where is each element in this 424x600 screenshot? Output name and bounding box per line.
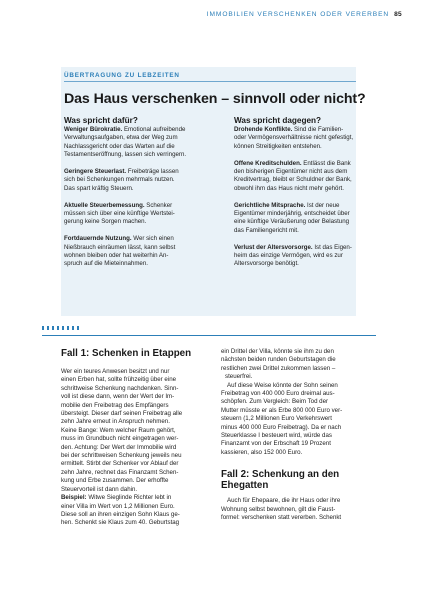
text-line: oder Vermögensverhältnisse nicht gefestigt, [234, 134, 354, 142]
text-line: voll ist diese dann, wenn der Wert der Im- [61, 393, 175, 401]
text-line: einen Erben hat, sollte frühzeitig über eine [61, 376, 177, 384]
heading-line: Fall 2: Schenkung an den [221, 469, 340, 481]
pro-paragraph [64, 168, 206, 193]
case1-heading: Fall 1: Schenken in Etappen [61, 348, 192, 359]
divider-tick [72, 326, 74, 330]
text-line: hen. Schenkt sie Klaus zum 40. Geburtstag [61, 519, 180, 527]
text-line: Wer sich einen [131, 235, 174, 243]
con-heading: Was spricht dagegen? [234, 116, 322, 125]
text-line: einer Villa im Wert von 1,2 Millionen Euro. [61, 502, 175, 510]
con-paragraph [234, 244, 376, 269]
divider-ticks [42, 326, 376, 330]
article-right-column [221, 348, 371, 523]
text-line: muss im Grundbuch nicht eingetragen wer- [61, 435, 179, 443]
spacer [221, 457, 371, 469]
con-paragraph [234, 160, 376, 194]
con-column [234, 116, 376, 277]
text-line: gerung keine Sorgen machen. [64, 218, 147, 226]
text-line: Ist das Eigen- [312, 243, 352, 251]
divider-tick [62, 326, 64, 330]
pro-column [64, 116, 206, 277]
text-line: Witwe Sieglinde Richter lebt in [86, 494, 172, 502]
text-line: Nachlassgericht oder das Warten auf die [64, 142, 175, 150]
text-line: Keine Bange: Wem welcher Raum gehört, [61, 426, 176, 434]
text-line: kung und Erbe zusammen. Der erhoffte [61, 477, 169, 485]
text-line: kassieren, also 152 000 Euro. [221, 448, 303, 456]
text-line: mobilie den Freibetrag des Empfängers [61, 401, 169, 409]
text-line: Ist der neue [305, 201, 340, 209]
divider-tick [52, 326, 54, 330]
text-line: Freibeträge lassen [126, 168, 179, 176]
box-rule [64, 81, 356, 82]
text-line: schrittweise Schenkung nachdenken. Sinn- [61, 384, 179, 392]
text-line: sich bei Schenkungen mehrmals nutzen. [64, 176, 175, 184]
text-line: Eigentümer minderjährig, entscheidet über [234, 210, 350, 218]
divider-tick [67, 326, 69, 330]
divider-tick [57, 326, 59, 330]
text-line: übersteigt. Dieser darf seinen Freibetrag alle [61, 410, 183, 418]
text-line: Steuerklasse I besteuert wird, würde das [221, 432, 332, 440]
pro-paragraph [64, 235, 206, 269]
text-line: Altersvorsorge benötigt. [234, 260, 299, 268]
text-line: bei der schrittweisen Schenkung jeweils neu [61, 452, 182, 460]
text-line: ermittelt. Stirbt der Schenker vor Ablauf der [61, 460, 179, 468]
text-line: Das spart kräftig Steuern. [64, 184, 134, 192]
text-line: ein Drittel der Villa, könnte sie ihm zu den [221, 348, 334, 355]
box-title: Das Haus verschenken – sinnvoll oder nicht? [64, 91, 366, 107]
text-line: Mutter müsste er als Erbe 800 000 Euro ver- [221, 406, 343, 414]
text-line: Wohnung selbst bewohnen, gilt die Faust- [221, 505, 336, 513]
text-line: Auch für Ehepaare, die ihr Haus oder ihre [227, 497, 341, 505]
con-paragraph [234, 202, 376, 236]
pros-cons-box [61, 67, 366, 316]
text-line: zehn Jahre erneut in Anspruch nehmen. [61, 418, 170, 426]
text-line: heim das einzige Vermögen, wird es zur [234, 252, 343, 260]
text-line: Sind die Familien- [292, 126, 344, 133]
divider-tick [42, 326, 44, 330]
text-line: Nießbrauch einräumen lässt, kann selbst [64, 243, 176, 251]
running-head [207, 11, 402, 18]
text-line: wohnen bleiben oder hat weiterhin An- [64, 252, 169, 260]
text-line: Steuervorteil ist dann dahin. [61, 485, 138, 493]
text-line: steuern (1,2 Millionen Euro Verkehrswert [221, 415, 332, 423]
text-line: Freibetrag von 400 000 Euro dreimal aus- [221, 390, 335, 398]
text-line: steuerfrei. [225, 373, 253, 381]
text-line: obwohl ihm das Haus nicht mehr gehört. [234, 184, 344, 192]
case2-heading [221, 469, 371, 491]
text-line: Kreditvertrag, bleibt er Schuldner der Bank, [234, 176, 352, 184]
section-divider [42, 330, 376, 336]
pro-paragraph [64, 202, 206, 227]
text-line: spruch auf die Mieteinnahmen. [64, 260, 148, 268]
con-lead: Drohende Konflikte. [234, 126, 293, 133]
text-line: können Streitigkeiten entstehen. [234, 142, 322, 150]
text-line: nächsten beiden runden Geburtstagen die [221, 356, 336, 364]
pro-paragraph [64, 126, 206, 160]
text-line: schöpfen. Zum Vergleich: Beim Tod der [221, 398, 329, 406]
text-line: Wer ein teures Anwesen besitzt und nur [61, 368, 170, 375]
box-section-label: ÜBERTRAGUNG ZU LEBZEITEN [64, 72, 180, 79]
text-line: Diese soll an ihren einzigen Sohn Klaus ge- [61, 510, 180, 518]
con-lead: Offene Kreditschulden. [234, 159, 302, 167]
pro-lead: Weniger Bürokratie. [64, 126, 123, 133]
text-line: Schenker [144, 201, 173, 209]
divider-tick [77, 326, 79, 330]
pro-lead: Geringere Steuerlast. [64, 168, 127, 176]
con-paragraph [234, 126, 376, 151]
running-head-title: IMMOBILIEN VERSCHENKEN ODER VERERBEN [206, 11, 390, 18]
text-line: Entlässt die Bank [301, 159, 351, 167]
article-left-column [61, 348, 211, 528]
page-number: 85 [394, 11, 402, 18]
con-lead: Gerichtliche Mitsprache. [234, 201, 306, 209]
text-line: den bisherigen Eigentümer nicht aus dem [234, 168, 348, 176]
heading-line: Ehegatten [221, 480, 269, 492]
pro-lead: Aktuelle Steuerbemessung. [64, 201, 145, 209]
text-line: eine künftige Veräußerung oder Belastung [234, 218, 350, 226]
text-line: müssen sich über eine künftige Wertstei- [64, 210, 175, 218]
con-lead: Verlust der Altersvorsorge. [234, 243, 313, 251]
text-line: das Familiengericht mit. [234, 226, 299, 234]
example-lead: Beispiel: [61, 494, 87, 502]
text-line: restlichen zwei Drittel zukommen lassen – [221, 364, 336, 372]
text-line: Testamentseröffnung, lassen sich verringern. [64, 151, 187, 159]
text-line: den. Achtung: Der Wert der Immobilie wird [61, 443, 177, 451]
divider-tick [47, 326, 49, 330]
text-line: Emotional aufreibende [122, 126, 186, 133]
text-line: formel: verschenken statt vererben. Schenkt [221, 514, 342, 522]
pro-heading: Was spricht dafür? [64, 116, 138, 125]
text-line: zehn Jahre, rechnet das Finanzamt Schen- [61, 468, 179, 476]
text-line: Auf diese Weise könnte der Sohn seinen [227, 381, 338, 389]
pro-lead: Fortdauernde Nutzung. [64, 235, 132, 243]
text-line: Finanzamt von der Erbschaft 19 Prozent [221, 440, 331, 448]
text-line: minus 400 000 Euro Freibetrag). Da er nach [221, 423, 342, 431]
text-line: Verwaltungsaufgaben, etwa der Weg zum [64, 134, 178, 142]
